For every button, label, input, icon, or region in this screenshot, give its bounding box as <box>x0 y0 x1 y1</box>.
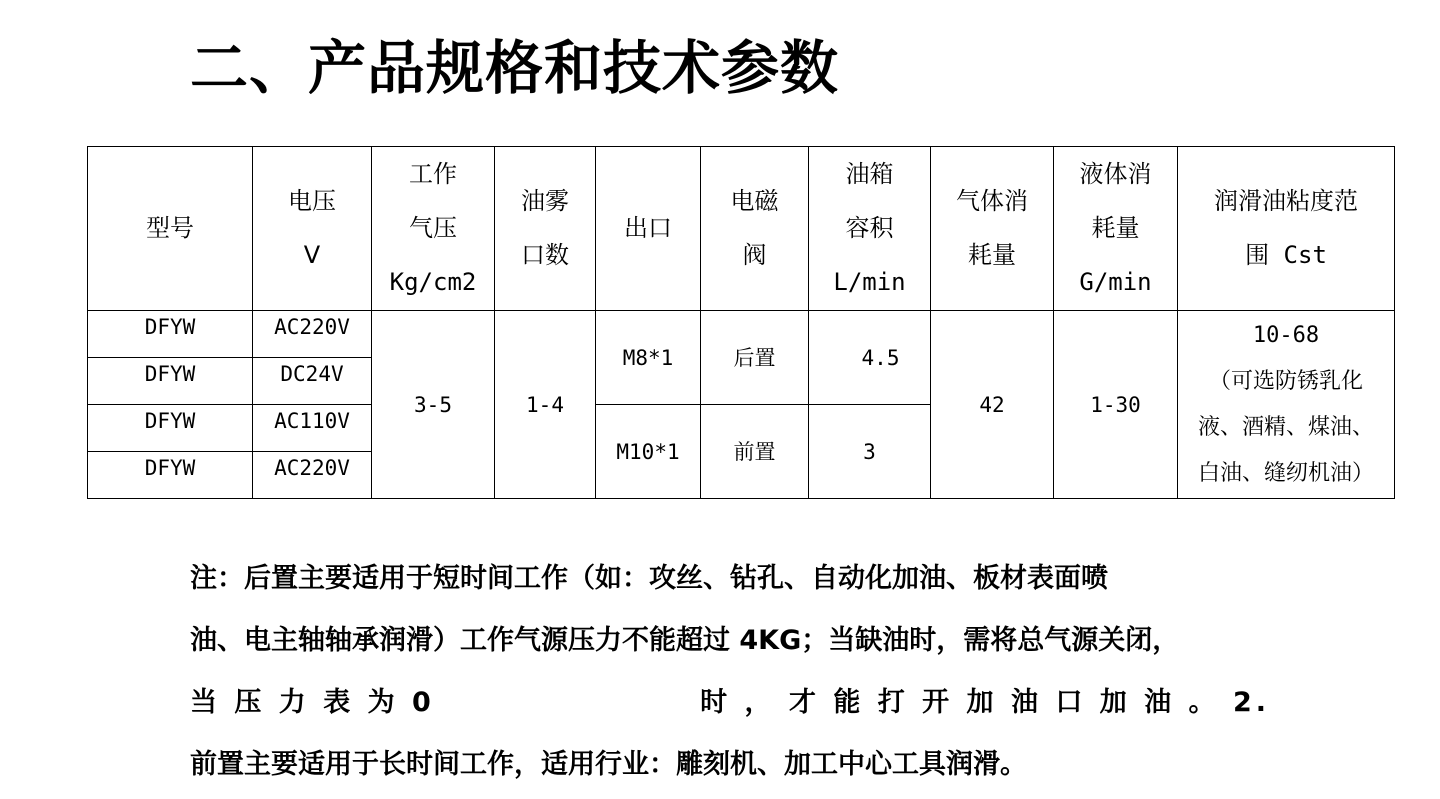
pressure-cell: 3-5 <box>372 311 495 499</box>
voltage-cell: AC220V <box>253 311 372 358</box>
note-line-right: 时 ， 才 能 打 开 加 油 口 加 油 。 2. <box>700 687 1270 718</box>
model-cell: DFYW <box>88 358 253 405</box>
voltage-cell: AC220V <box>253 452 372 499</box>
model-cell: DFYW <box>88 311 253 358</box>
header-pressure: 工作 气压 Kg/cm2 <box>372 147 495 311</box>
header-viscosity: 润滑油粘度范 围 Cst <box>1178 147 1395 311</box>
outlet-cell: M8*1 <box>596 311 701 405</box>
note-line: 前置主要适用于长时间工作，适用行业：雕刻机、加工中心工具润滑。 <box>190 749 1027 780</box>
header-tank: 油箱 容积 L/min <box>809 147 931 311</box>
note-line: 注：后置主要适用于短时间工作（如：攻丝、钻孔、自动化加油、板材表面喷 <box>190 563 1108 594</box>
header-model: 型号 <box>88 147 253 311</box>
tank-cell: 3 <box>809 405 931 499</box>
outlet-cell: M10*1 <box>596 405 701 499</box>
viscosity-cell: 10-68 （可选防锈乳化 液、酒精、煤油、 白油、缝纫机油） <box>1178 311 1395 499</box>
spec-table <box>87 146 1395 499</box>
table-row <box>88 311 1395 358</box>
header-valve: 电磁 阀 <box>701 147 809 311</box>
note-line: 油、电主轴轴承润滑）工作气源压力不能超过 4KG；当缺油时，需将总气源关闭， <box>190 625 1180 656</box>
model-cell: DFYW <box>88 405 253 452</box>
note-line <box>190 672 1270 734</box>
table-header-row <box>88 147 1395 311</box>
valve-cell: 前置 <box>701 405 809 499</box>
voltage-cell: AC110V <box>253 405 372 452</box>
header-outlet: 出口 <box>596 147 701 311</box>
valve-cell: 后置 <box>701 311 809 405</box>
tank-cell: 4.5 <box>809 311 931 405</box>
page-title: 二、产品规格和技术参数 <box>190 34 840 102</box>
header-gas: 气体消 耗量 <box>931 147 1054 311</box>
liquid-cell: 1-30 <box>1054 311 1178 499</box>
header-liquid: 液体消 耗量 G/min <box>1054 147 1178 311</box>
model-cell: DFYW <box>88 452 253 499</box>
voltage-cell: DC24V <box>253 358 372 405</box>
mist-ports-cell: 1-4 <box>495 311 596 499</box>
note-line-left: 当 压 力 表 为 0 <box>190 687 435 718</box>
gas-cell: 42 <box>931 311 1054 499</box>
notes-section <box>190 548 1270 796</box>
header-mist-ports: 油雾 口数 <box>495 147 596 311</box>
header-voltage: 电压 V <box>253 147 372 311</box>
